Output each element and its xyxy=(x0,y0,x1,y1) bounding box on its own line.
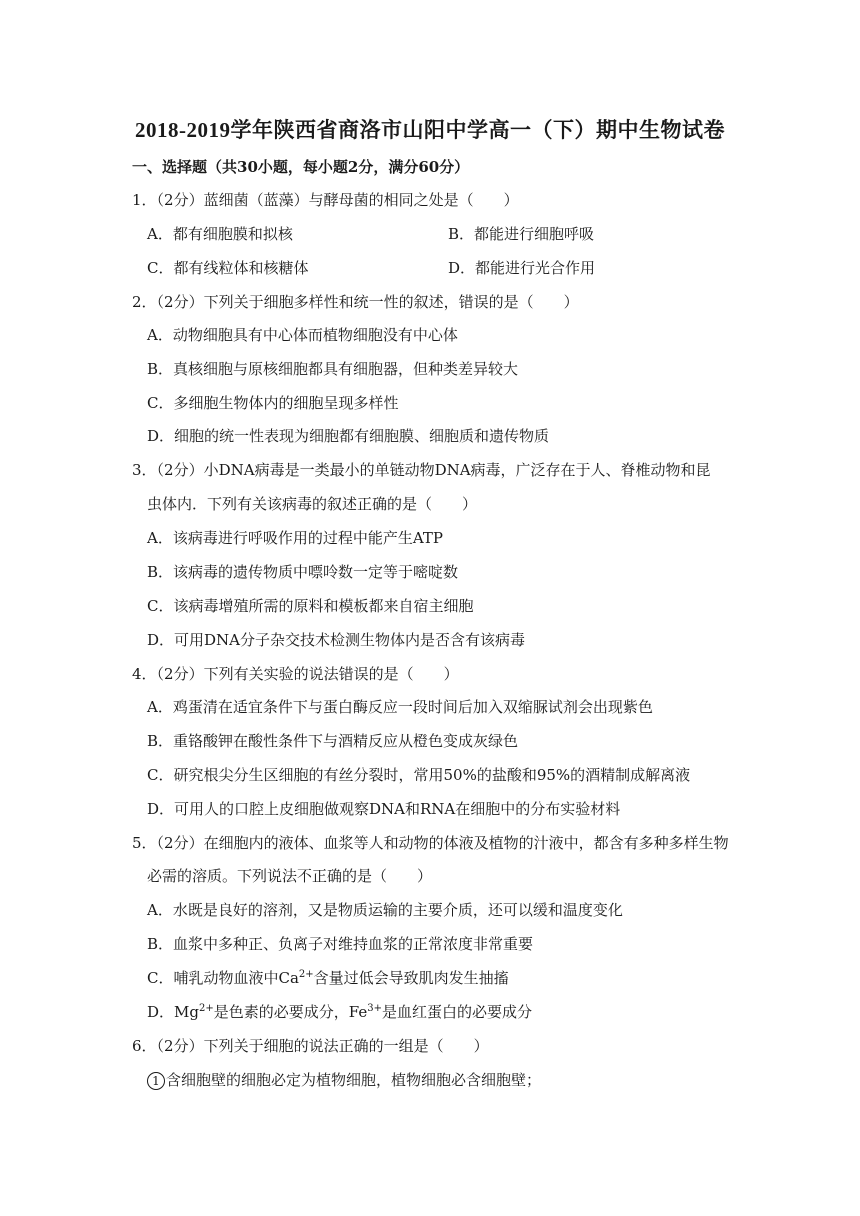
question-5-option-b: B．血浆中多种正、负离子对维持血浆的正常浓度非常重要 xyxy=(147,935,534,953)
question-4-option-d: D．可用人的口腔上皮细胞做观察DNA和RNA在细胞中的分布实验材料 xyxy=(147,800,621,818)
question-5-option-d-text: D．Mg xyxy=(147,1003,199,1021)
question-4-option-c: C．研究根尖分生区细胞的有丝分裂时，常用50%的盐酸和95%的酒精制成解离液 xyxy=(147,766,691,784)
question-6-statement-1-text: 含细胞壁的细胞必定为植物细胞，植物细胞必含细胞壁； xyxy=(166,1071,542,1089)
question-2-option-d: D．细胞的统一性表现为细胞都有细胞膜、细胞质和遗传物质 xyxy=(147,427,550,445)
question-3-option-b: B．该病毒的遗传物质中嘌呤数一定等于嘧啶数 xyxy=(147,563,459,581)
magnesium-charge-superscript: 2+ xyxy=(199,1003,214,1014)
question-2-stem: 2．（2分）下列关于细胞多样性和统一性的叙述，错误的是（ ） xyxy=(132,293,579,311)
question-5-option-d xyxy=(147,1002,532,1022)
section-heading: 一、选择题（共30小题，每小题2分，满分60分） xyxy=(132,158,470,176)
circled-number-1: 1 xyxy=(147,1072,165,1090)
question-4-stem: 4．（2分）下列有关实验的说法错误的是（ ） xyxy=(132,665,459,683)
question-2-option-a: A．动物细胞具有中心体而植物细胞没有中心体 xyxy=(147,326,458,344)
question-1-option-a: A．都有细胞膜和拟核 xyxy=(147,225,293,243)
question-5-stem: 5．（2分）在细胞内的液体、血浆等人和动物的体液及植物的汁液中，都含有多种多样生物 xyxy=(132,834,729,852)
question-6-statement-1 xyxy=(147,1070,541,1090)
question-4-option-a: A．鸡蛋清在适宜条件下与蛋白酶反应一段时间后加入双缩脲试剂会出现紫色 xyxy=(147,698,653,716)
question-2-option-c: C．多细胞生物体内的细胞呈现多样性 xyxy=(147,394,399,412)
question-5-option-d-text-mid: 是色素的必要成分，Fe xyxy=(213,1003,368,1021)
question-3-option-c: C．该病毒增殖所需的原料和模板都来自宿主细胞 xyxy=(147,597,474,615)
iron-charge-superscript: 3+ xyxy=(367,1003,382,1014)
question-1-option-d: D．都能进行光合作用 xyxy=(448,259,596,277)
question-5-option-c xyxy=(147,968,509,988)
question-1-stem: 1．（2分）蓝细菌（蓝藻）与酵母菌的相同之处是（ ） xyxy=(132,191,519,209)
question-1-option-c: C．都有线粒体和核糖体 xyxy=(147,259,309,277)
question-2-option-b: B．真核细胞与原核细胞都具有细胞器，但种类差异较大 xyxy=(147,360,519,378)
question-5-option-c-text: C．哺乳动物血液中Ca xyxy=(147,969,299,987)
question-5-option-c-text-end: 含量过低会导致肌肉发生抽搐 xyxy=(313,969,509,987)
question-5-option-d-text-end: 是血红蛋白的必要成分 xyxy=(381,1003,532,1021)
calcium-charge-superscript: 2+ xyxy=(298,969,314,980)
question-3-stem-continued: 虫体内．下列有关该病毒的叙述正确的是（ ） xyxy=(147,495,478,513)
question-3-stem: 3．（2分）小DNA病毒是一类最小的单链动物DNA病毒，广泛存在于人、脊椎动物和昆 xyxy=(132,461,711,479)
question-4-option-b: B．重铬酸钾在酸性条件下与酒精反应从橙色变成灰绿色 xyxy=(147,732,519,750)
question-3-option-d: D．可用DNA分子杂交技术检测生物体内是否含有该病毒 xyxy=(147,631,526,649)
question-3-option-a: A．该病毒进行呼吸作用的过程中能产生ATP xyxy=(147,529,443,547)
question-5-option-a: A．水既是良好的溶剂，又是物质运输的主要介质，还可以缓和温度变化 xyxy=(147,901,623,919)
question-1-option-b: B．都能进行细胞呼吸 xyxy=(448,225,595,243)
question-6-stem: 6．（2分）下列关于细胞的说法正确的一组是（ ） xyxy=(132,1037,489,1055)
question-5-stem-continued: 必需的溶质。下列说法不正确的是（ ） xyxy=(147,867,433,885)
page-title: 2018-2019学年陕西省商洛市山阳中学高一（下）期中生物试卷 xyxy=(135,118,725,142)
